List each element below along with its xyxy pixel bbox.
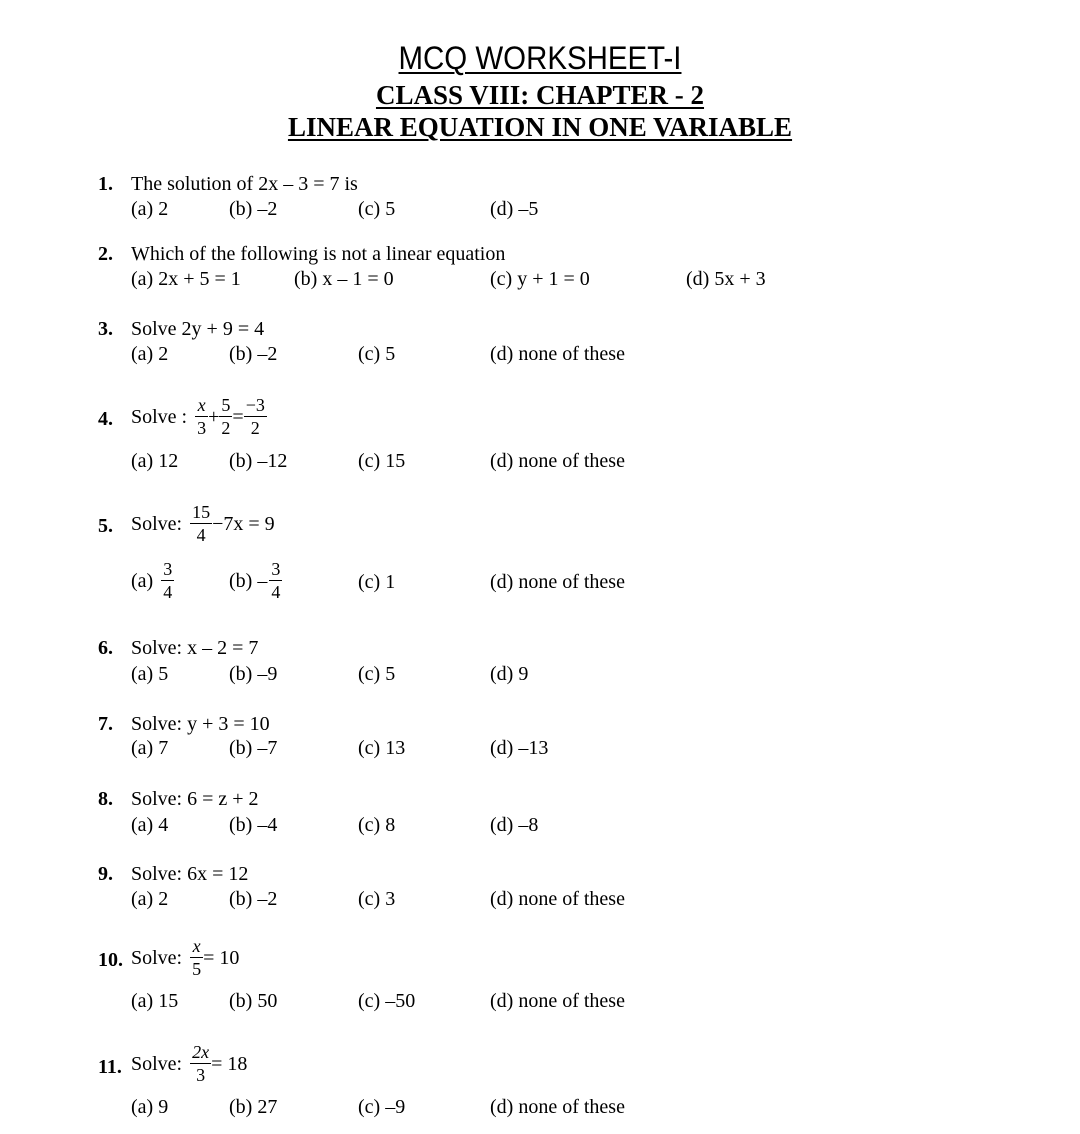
question-number: 6. (98, 637, 113, 659)
option-b: (b) –2 (229, 343, 278, 365)
question-number: 1. (98, 173, 113, 195)
question-equation: Solve: $\frac{15}{4}$ −7x = 9 (131, 502, 275, 545)
option-a: (a) 2x + 5 = 1 (131, 268, 241, 290)
question-text: The solution of 2x – 3 = 7 is (131, 173, 358, 195)
option-c: (c) 5 (358, 343, 396, 365)
question-text: Solve 2y + 9 = 4 (131, 318, 265, 340)
question-number: 9. (98, 863, 113, 885)
fraction-x-over-3: $\frac{x}{3}$ (197, 395, 207, 438)
option-a: (a) 2 (131, 888, 169, 910)
question-equation: Solve: $\frac{2x}{3}$ = 18 (131, 1042, 248, 1085)
solve-label: Solve : (131, 405, 188, 428)
question-number: 11. (98, 1056, 122, 1078)
option-a: (a) 4 (131, 814, 169, 836)
question-text: Solve: y + 3 = 10 (131, 713, 270, 735)
option-b: (b) 27 (229, 1096, 278, 1118)
option-a: (a) 12 (131, 450, 179, 472)
solve-label: Solve: (131, 1052, 183, 1075)
option-b: (b) –9 (229, 663, 278, 685)
option-b: (b) – $\frac{3}{4}$ (229, 559, 281, 602)
option-a: (a) 7 (131, 737, 169, 759)
option-c: (c) –9 (358, 1096, 406, 1118)
option-b: (b) –7 (229, 737, 278, 759)
question-text: Which of the following is not a linear equation (131, 243, 506, 265)
option-c: (c) –50 (358, 990, 416, 1012)
option-b: (b) –4 (229, 814, 278, 836)
option-d: (d) 9 (490, 663, 529, 685)
option-d: (d) none of these (490, 450, 625, 472)
option-a: (a) 5 (131, 663, 169, 685)
option-d: (d) none of these (490, 1096, 625, 1118)
option-c: (c) 1 (358, 571, 396, 593)
option-b: (b) x – 1 = 0 (294, 268, 394, 290)
question-number: 2. (98, 243, 113, 265)
option-a: (a) 2 (131, 343, 169, 365)
question-number: 5. (98, 515, 113, 537)
fraction-minus3-over-2: $\frac{-3}{2}$ (245, 395, 265, 438)
option-b: (b) –2 (229, 198, 278, 220)
option-c: (c) 8 (358, 814, 396, 836)
question-number: 7. (98, 713, 113, 735)
fraction-2x-over-3: $\frac{2x}{3}$ (192, 1042, 210, 1085)
fraction-x-over-5: $\frac{x}{5}$ (192, 936, 202, 979)
class-chapter-heading: CLASS VIII: CHAPTER - 2 (375, 80, 705, 110)
solve-label: Solve: (131, 946, 183, 969)
option-a: (a) $\frac{3}{4}$ (131, 559, 173, 602)
question-number: 3. (98, 318, 113, 340)
option-c: (c) 15 (358, 450, 406, 472)
option-d: (d) none of these (490, 990, 625, 1012)
option-d: (d) –8 (490, 814, 539, 836)
option-c: (c) 3 (358, 888, 396, 910)
option-c: (c) 5 (358, 198, 396, 220)
option-b: (b) –12 (229, 450, 288, 472)
question-number: 4. (98, 408, 113, 430)
option-d: (d) –5 (490, 198, 539, 220)
question-number: 8. (98, 788, 113, 810)
option-b: (b) 50 (229, 990, 278, 1012)
question-equation: Solve: $\frac{x}{5}$ = 10 (131, 936, 240, 979)
worksheet-title: MCQ WORKSHEET-I (398, 40, 682, 76)
option-b: (b) –2 (229, 888, 278, 910)
question-text: Solve: 6 = z + 2 (131, 788, 259, 810)
option-c: (c) 13 (358, 737, 406, 759)
option-d: (d) none of these (490, 571, 625, 593)
solve-label: Solve: (131, 512, 183, 535)
question-equation: Solve : $\frac{x}{3}$ + $\frac{5}{2}$ = $\frac{-3}{2}$ (131, 395, 265, 438)
option-d: (d) –13 (490, 737, 549, 759)
option-d: (d) 5x + 3 (686, 268, 766, 290)
topic-heading: LINEAR EQUATION IN ONE VARIABLE (287, 112, 793, 142)
option-d: (d) none of these (490, 343, 625, 365)
question-text: Solve: 6x = 12 (131, 863, 249, 885)
option-a: (a) 9 (131, 1096, 169, 1118)
fraction-5-over-2: $\frac{5}{2}$ (221, 395, 231, 438)
question-text: Solve: x – 2 = 7 (131, 637, 259, 659)
option-c: (c) 5 (358, 663, 396, 685)
fraction-15-over-4: $\frac{15}{4}$ (192, 502, 211, 545)
option-d: (d) none of these (490, 888, 625, 910)
option-c: (c) y + 1 = 0 (490, 268, 590, 290)
question-number: 10. (98, 949, 123, 971)
option-a: (a) 2 (131, 198, 169, 220)
option-a: (a) 15 (131, 990, 179, 1012)
